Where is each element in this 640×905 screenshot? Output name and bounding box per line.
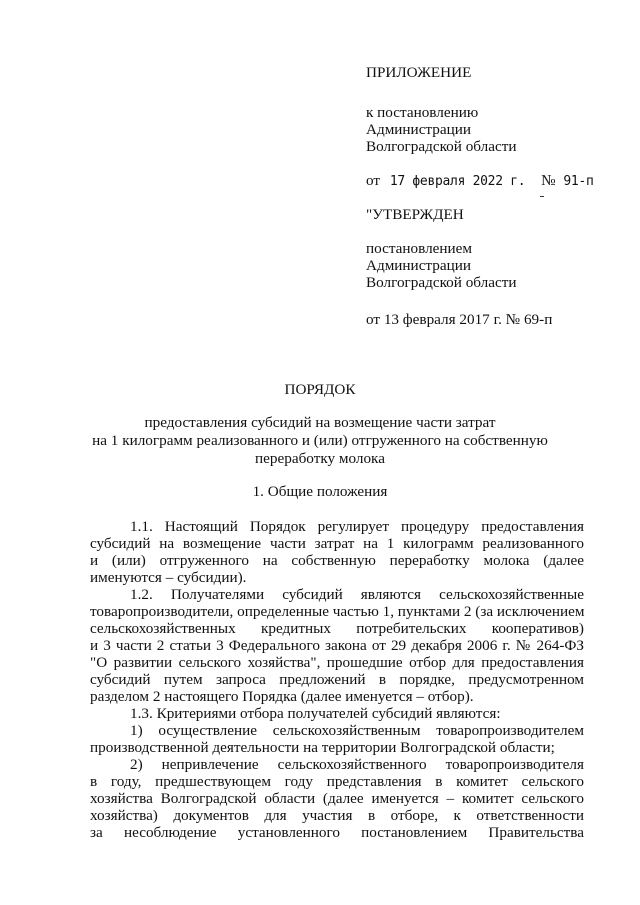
approved-by-line-3: Волгоградской области xyxy=(366,274,517,291)
body-line: "О развитии сельского хозяйства", прошедшие отбор для предоставления xyxy=(90,654,584,671)
body-line: разделом 2 настоящего Порядка (далее именуется – отбор). xyxy=(90,688,474,705)
body-line: в году, предшествующем году представления в комитет сельского xyxy=(90,773,584,790)
body-line: субсидий на возмещение части затрат на 1 килограмм реализованного xyxy=(90,535,584,552)
appendix-number-prefix: № xyxy=(541,172,556,189)
body-line: и 3 части 2 статьи 3 Федерального закона от 29 декабря 2006 г. № 264-ФЗ xyxy=(90,637,584,654)
body-line: производственной деятельности на территории Волгоградской области; xyxy=(90,739,555,756)
body-line: товаропроизводители, определенные частью 1, пунктами 2 (за исключением xyxy=(90,603,585,620)
approved-heading: "УТВЕРЖДЕН xyxy=(366,206,464,223)
body-line: за несоблюдение установленного постановлением Правительства xyxy=(90,824,584,841)
appendix-from-prefix: от xyxy=(366,172,381,189)
body-line: и (или) отгруженного на собственную переработку молока (далее xyxy=(90,552,584,569)
body-line: сельскохозяйственных кредитных потребительских кооперативов) xyxy=(90,620,584,637)
appendix-date-line xyxy=(366,172,594,190)
appendix-number-handwritten: 91-п xyxy=(563,174,594,189)
approved-by-line-2: Администрации xyxy=(366,257,471,274)
body-line: 1.3. Критериями отбора получателей субсидий являются: xyxy=(130,705,501,722)
appendix-to-line-2: Администрации xyxy=(366,121,471,138)
body-line: хозяйства) документов для участия в отборе, к ответственности xyxy=(90,807,584,824)
document-subtitle-line-1: предоставления субсидий на возмещение части затрат xyxy=(144,414,496,431)
appendix-date-handwritten: 17 февраля 2022 г. xyxy=(389,174,526,189)
approved-date-line: от 13 февраля 2017 г. № 69-п xyxy=(366,311,553,328)
body-line: именуются – субсидии). xyxy=(90,569,247,586)
body-line: 1) осуществление сельскохозяйственным товаропроизводителем xyxy=(130,722,584,739)
body-line: 2) непривлечение сельскохозяйственного товаропроизводителя xyxy=(130,756,584,773)
body-line: 1.1. Настоящий Порядок регулирует процедуру предоставления xyxy=(130,518,584,535)
appendix-to-line-1: к постановлению xyxy=(366,104,479,121)
approved-by-line-1: постановлением xyxy=(366,240,473,257)
document-subtitle-line-3: переработку молока xyxy=(255,450,385,467)
appendix-heading: ПРИЛОЖЕНИЕ xyxy=(366,64,472,81)
appendix-to-line-3: Волгоградской области xyxy=(366,138,517,155)
body-line: 1.2. Получателями субсидий являются сельскохозяйственные xyxy=(130,586,584,603)
pen-mark xyxy=(540,196,544,197)
body-line: хозяйства Волгоградской области (далее именуется – комитет сельского xyxy=(90,790,584,807)
section-heading: 1. Общие положения xyxy=(252,483,388,500)
document-title: ПОРЯДОК xyxy=(284,381,356,398)
document-subtitle-line-2: на 1 килограмм реализованного и (или) отгруженного на собственную xyxy=(92,432,548,449)
body-line: субсидий путем запроса предложений в порядке, предусмотренном xyxy=(90,671,584,688)
